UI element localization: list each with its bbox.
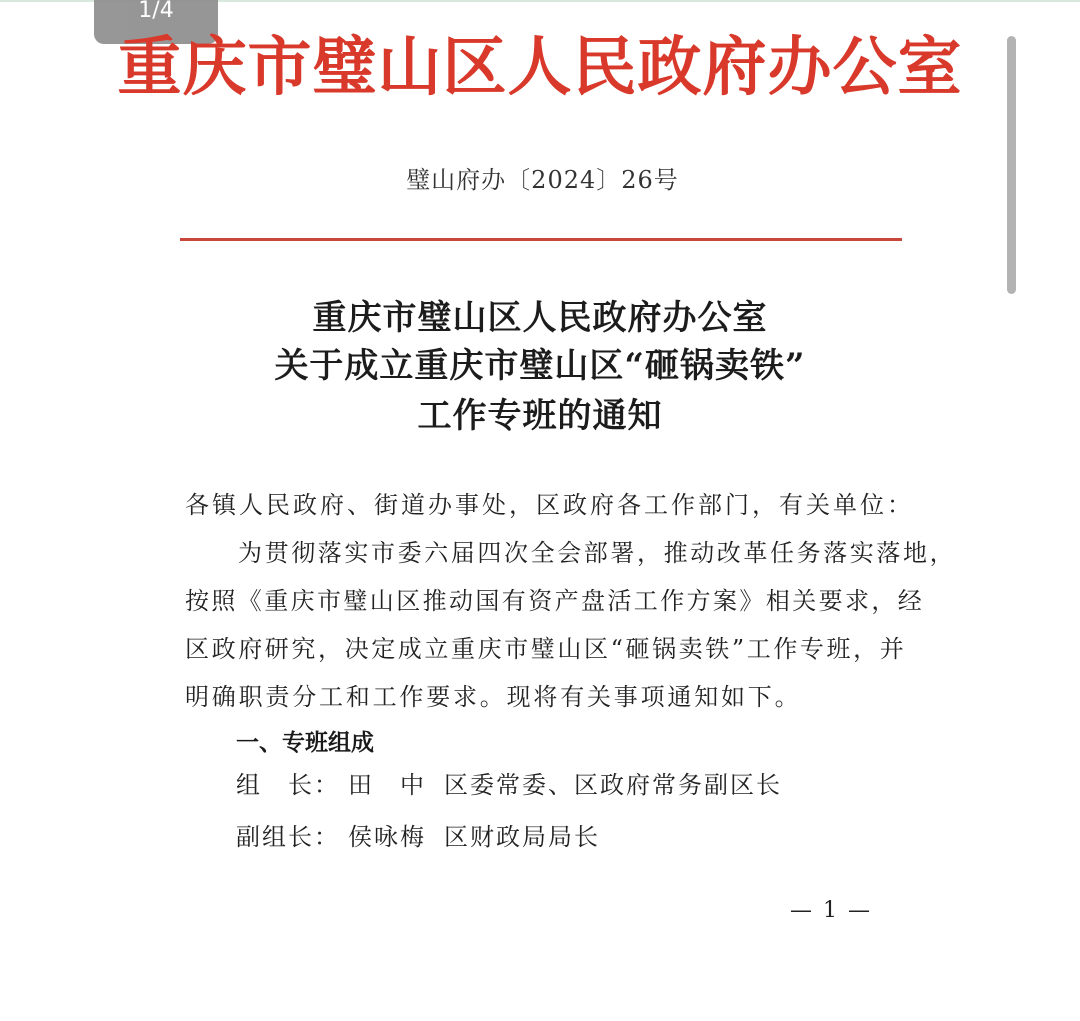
member-post: 区委常委、区政府常务副区长 (444, 771, 782, 799)
member-name: 侯咏梅 (348, 823, 426, 851)
masthead: 重庆市璧山区人民政府办公室 (117, 30, 963, 105)
member-name: 田 中 (348, 771, 426, 799)
member-row-leader (236, 770, 782, 800)
document-title-line-3: 工作专班的通知 (417, 396, 663, 436)
document-number: 璧山府办〔2024〕26号 (406, 166, 679, 194)
section-heading: 一、专班组成 (236, 730, 374, 756)
member-post: 区财政局局长 (444, 823, 600, 851)
document-title-line-1: 重庆市璧山区人民政府办公室 (312, 298, 768, 338)
paragraph-line-2: 按照《重庆市璧山区推动国有资产盘活工作方案》相关要求，经 (185, 587, 925, 615)
page-indicator-label: 1/4 (138, 0, 174, 23)
member-row-deputy-leader (236, 822, 600, 852)
member-role: 副组长： (236, 823, 340, 851)
paragraph-line-1: 为贯彻落实市委六届四次全会部署，推动改革任务落实落地， (238, 539, 957, 567)
paragraph-line-4: 明确职责分工和工作要求。现将有关事项通知如下。 (185, 683, 802, 711)
document-title-line-2: 关于成立重庆市璧山区“砸锅卖铁” (274, 346, 806, 386)
salutation: 各镇人民政府、街道办事处，区政府各工作部门，有关单位： (185, 491, 914, 519)
paragraph-line-3: 区政府研究，决定成立重庆市璧山区“砸锅卖铁”工作专班，并 (185, 635, 907, 663)
red-divider-rule (180, 238, 902, 241)
member-role: 组 长： (236, 771, 340, 799)
page-number: — 1 — (790, 898, 872, 923)
